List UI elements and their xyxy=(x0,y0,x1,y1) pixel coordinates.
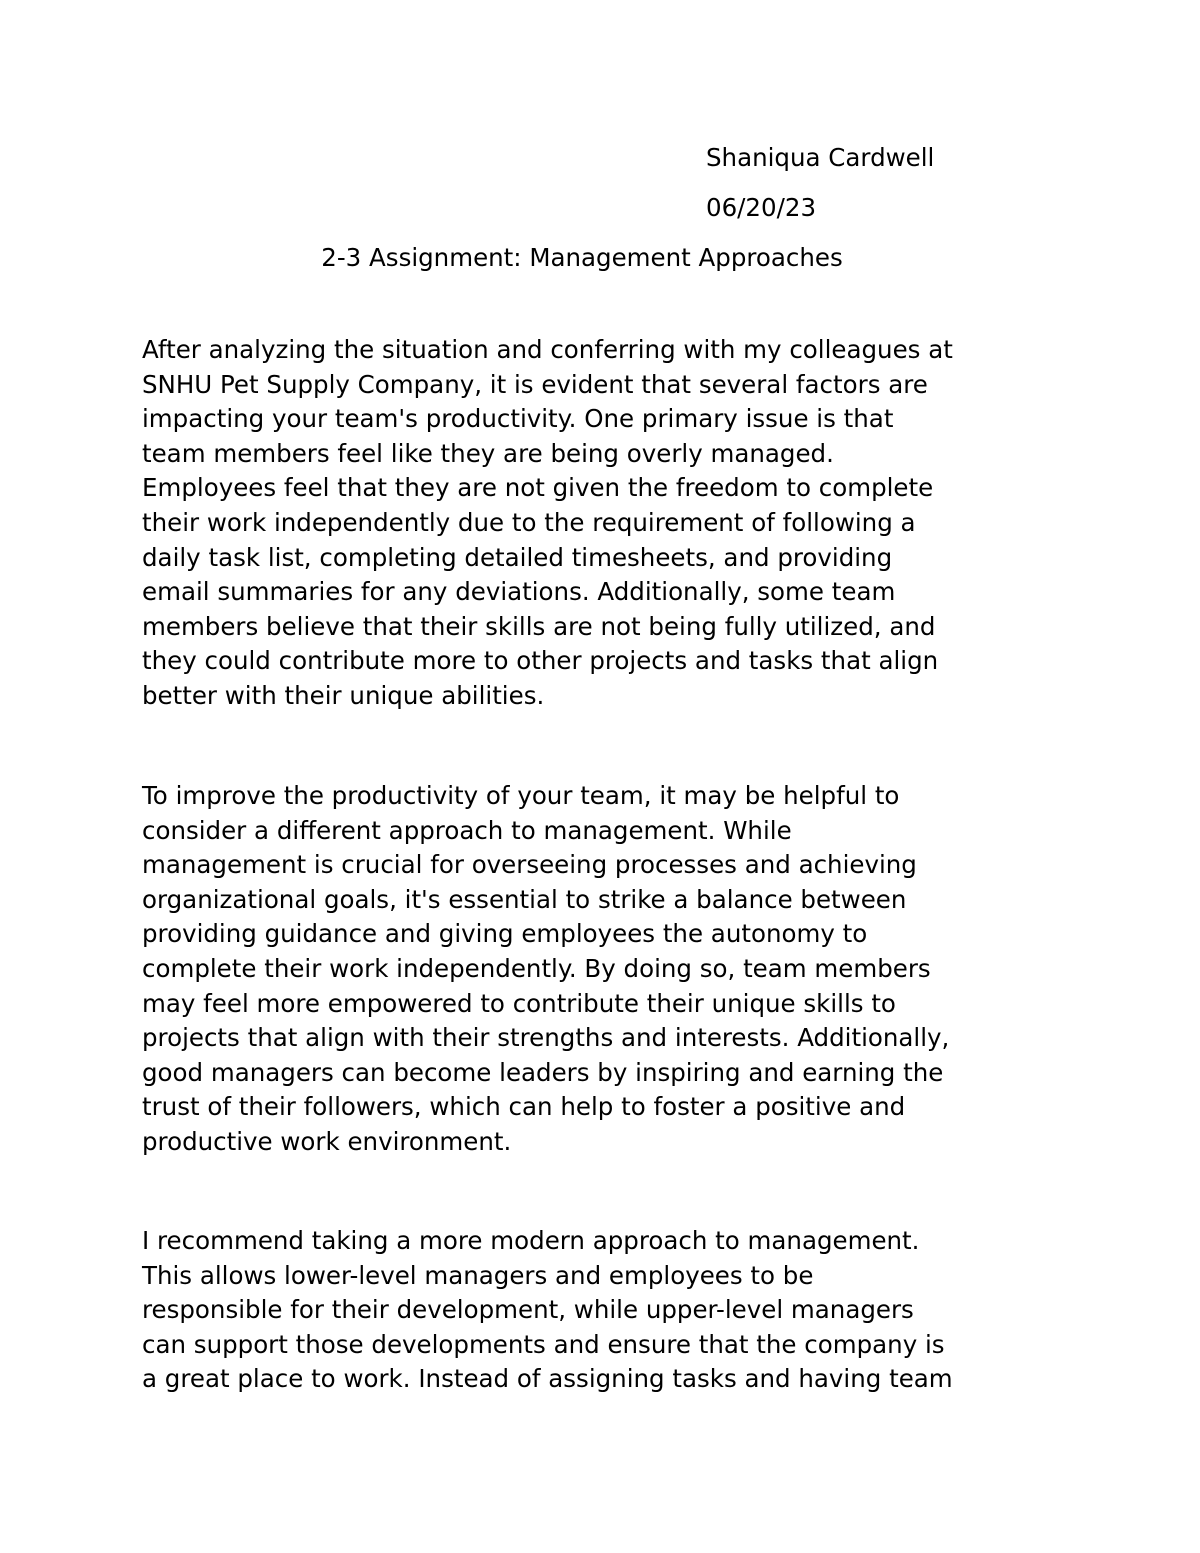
text-line: productive work environment. xyxy=(142,1126,512,1156)
text-line: trust of their followers, which can help to foster a positive and xyxy=(142,1092,906,1122)
text-line: management is crucial for overseeing processes and achieving xyxy=(142,850,917,880)
text-line: responsible for their development, while upper-level managers xyxy=(142,1295,914,1325)
text-line: organizational goals, it's essential to strike a balance between xyxy=(142,884,907,914)
text-line: consider a different approach to management. While xyxy=(142,815,792,845)
text-line: better with their unique abilities. xyxy=(142,680,545,710)
document-date: 06/20/23 xyxy=(706,193,817,222)
text-line: complete their work independently. By doing so, team members xyxy=(142,953,931,983)
text-line: team members feel like they are being overly managed. xyxy=(142,438,834,468)
text-line: they could contribute more to other projects and tasks that align xyxy=(142,646,939,676)
text-line: This allows lower-level managers and employees to be xyxy=(142,1260,814,1290)
text-line: daily task list, completing detailed timesheets, and providing xyxy=(142,542,893,572)
text-line: members believe that their skills are not being fully utilized, and xyxy=(142,611,936,641)
text-line: their work independently due to the requirement of following a xyxy=(142,507,916,537)
text-line: providing guidance and giving employees the autonomy to xyxy=(142,919,868,949)
author-name: Shaniqua Cardwell xyxy=(706,143,935,172)
text-line: impacting your team's productivity. One primary issue is that xyxy=(142,404,894,434)
text-line: Employees feel that they are not given the freedom to complete xyxy=(142,473,934,503)
text-line: projects that align with their strengths and interests. Additionally, xyxy=(142,1023,950,1053)
paragraph-2 xyxy=(142,779,1072,1160)
text-line: may feel more empowered to contribute their unique skills to xyxy=(142,988,896,1018)
text-line: can support those developments and ensure that the company is xyxy=(142,1329,945,1359)
text-line: After analyzing the situation and conferring with my colleagues at xyxy=(142,335,953,364)
text-line: email summaries for any deviations. Additionally, some team xyxy=(142,577,896,607)
paragraph-1 xyxy=(142,333,1072,714)
text-line: I recommend taking a more modern approach to management. xyxy=(142,1226,920,1255)
text-line: a great place to work. Instead of assigning tasks and having team xyxy=(142,1364,953,1394)
text-line: SNHU Pet Supply Company, it is evident that several factors are xyxy=(142,369,928,399)
text-line: To improve the productivity of your team, it may be helpful to xyxy=(142,781,900,810)
paragraph-3 xyxy=(142,1224,1072,1397)
document-title: 2-3 Assignment: Management Approaches xyxy=(321,243,843,272)
text-line: good managers can become leaders by inspiring and earning the xyxy=(142,1057,944,1087)
